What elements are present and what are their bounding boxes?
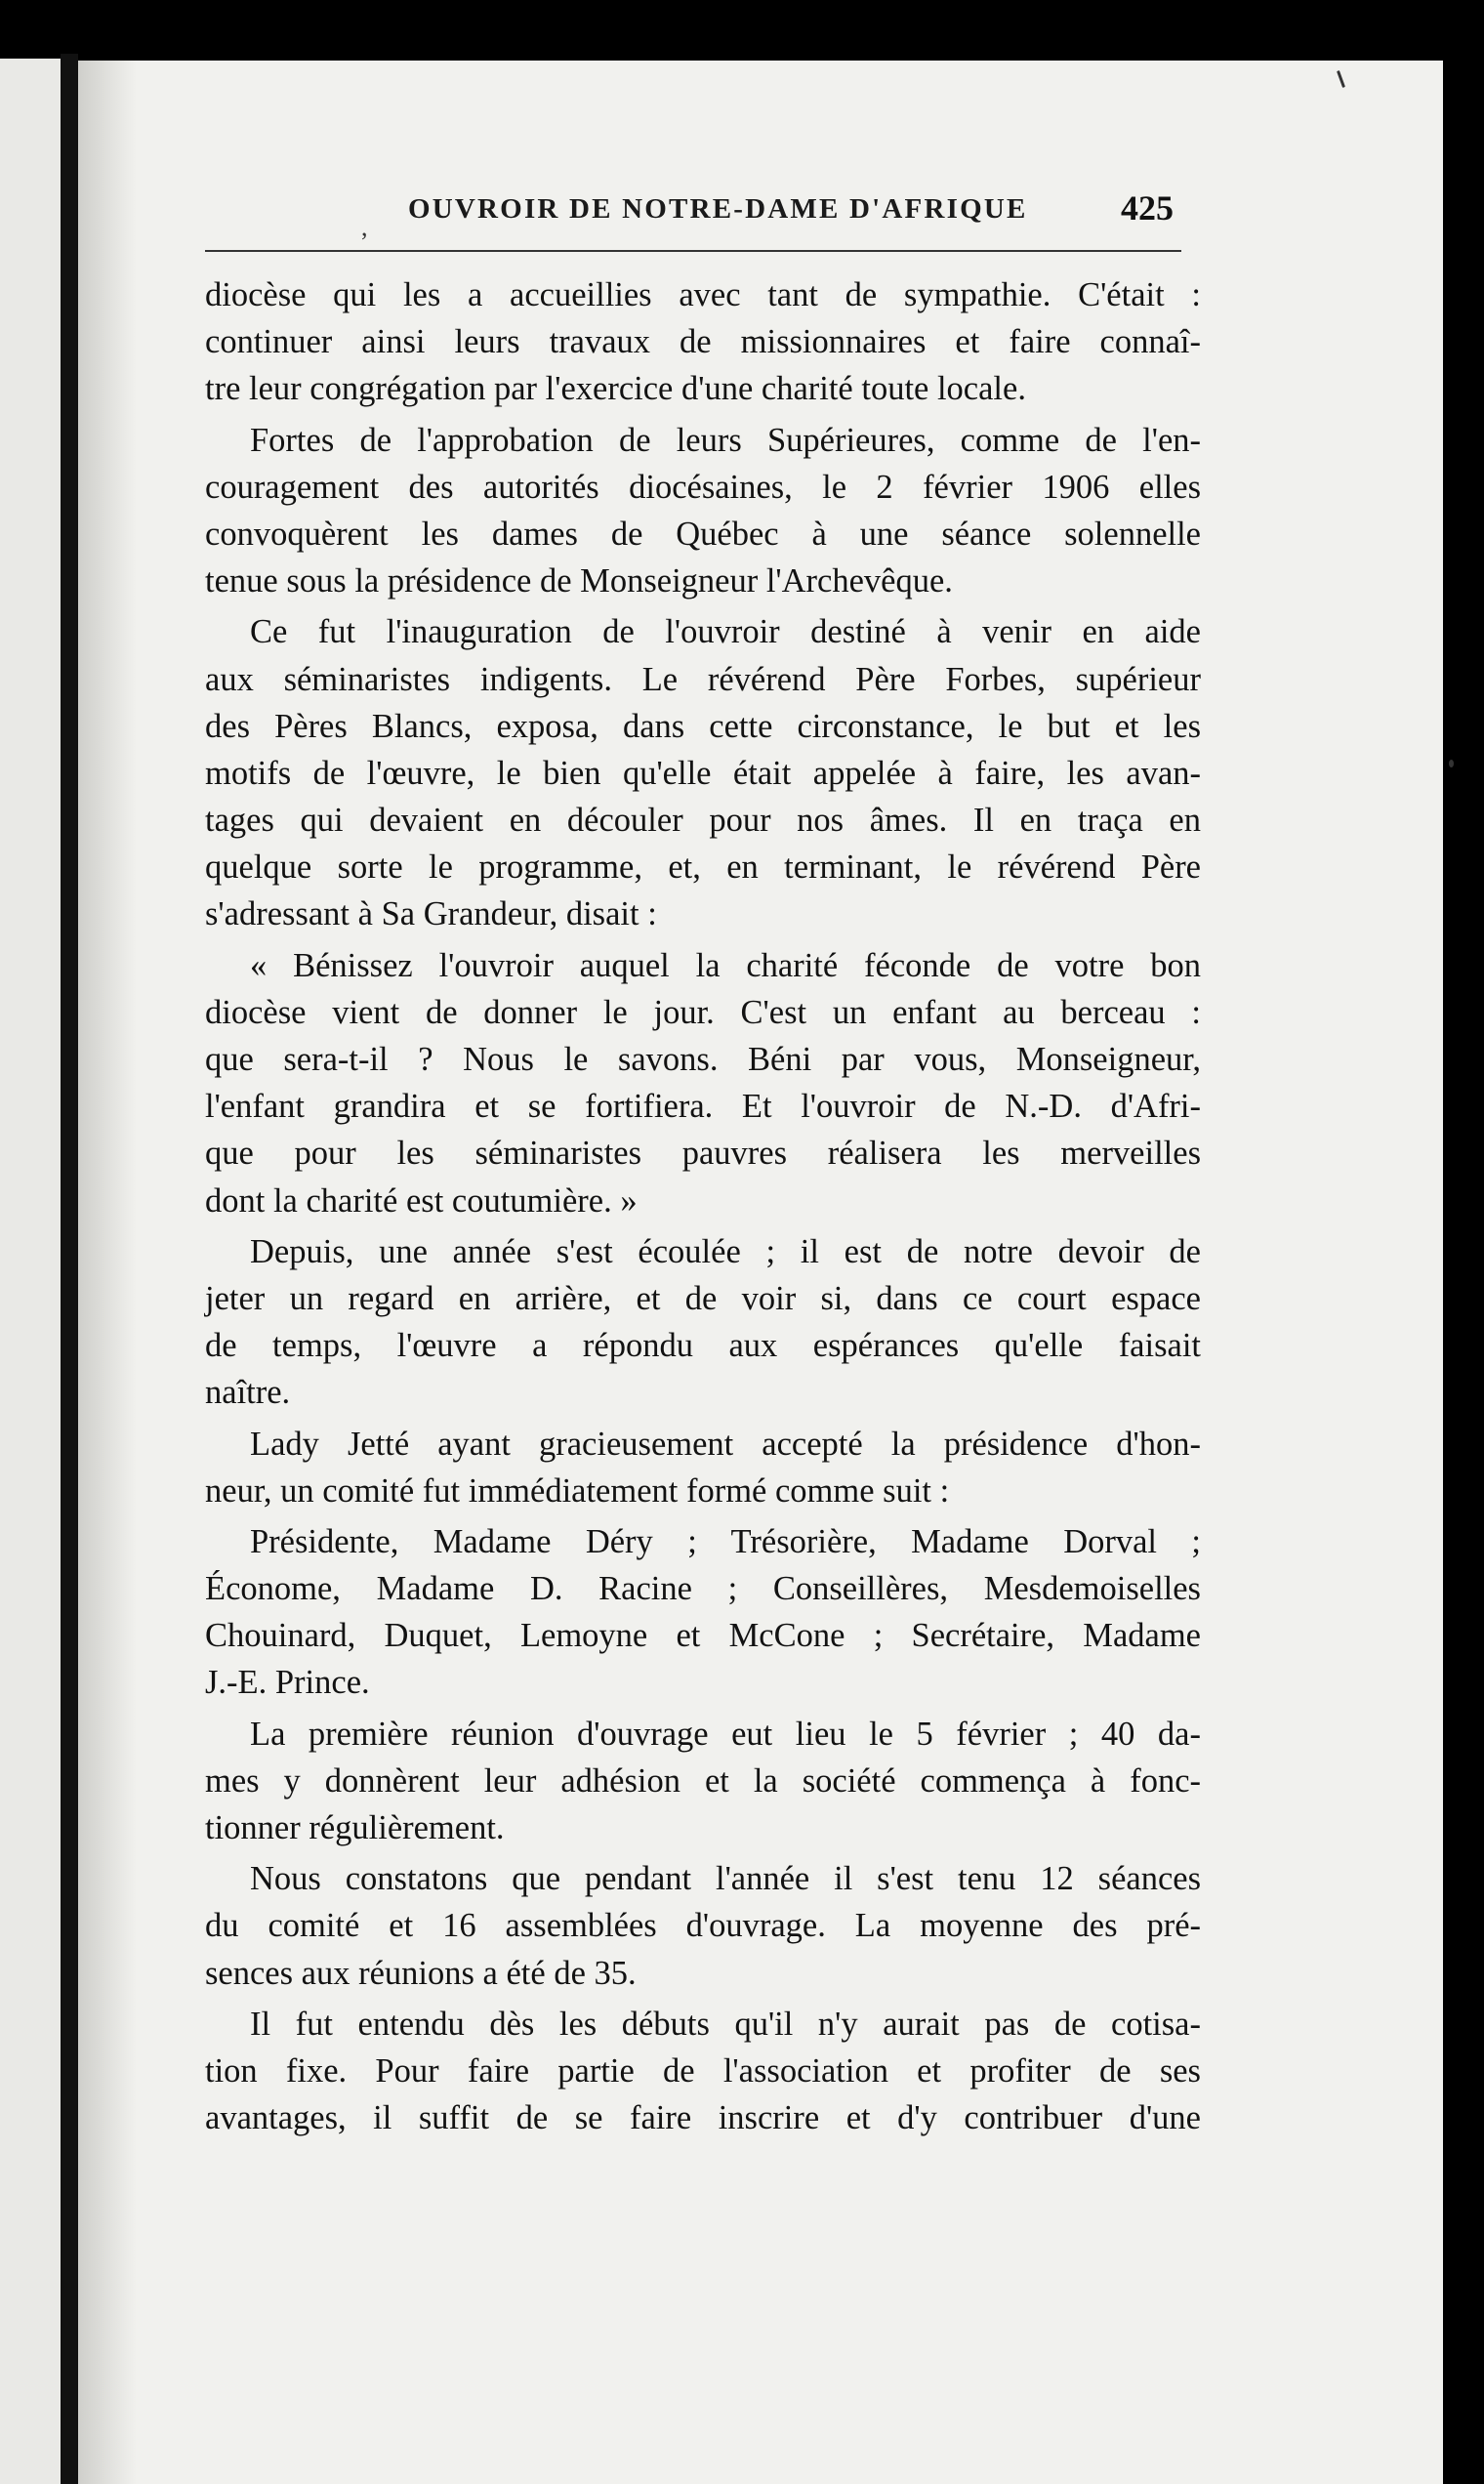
- text-line: Chouinard, Duquet, Lemoyne et McCone ; Secrétaire, Madame: [205, 1617, 1201, 1655]
- header-rule: [205, 250, 1181, 252]
- text-line: sences aux réunions a été de 35.: [205, 1954, 637, 1992]
- text-line: Fortes de l'approbation de leurs Supérieures, comme de l'en-: [250, 421, 1201, 459]
- paragraph: [205, 1228, 1201, 1417]
- text-line: continuer ainsi leurs travaux de missionnaires et faire connaî-: [205, 323, 1201, 361]
- text-line: quelque sorte le programme, et, en terminant, le révérend Père: [205, 849, 1201, 887]
- text-line: J.-E. Prince.: [205, 1664, 370, 1702]
- ink-speck: [1449, 760, 1454, 767]
- text-line: neur, un comité fut immédiatement formé comme suit :: [205, 1471, 950, 1510]
- text-line: que sera-t-il ? Nous le savons. Béni par vous, Monseigneur,: [205, 1041, 1201, 1078]
- paragraph: [205, 1855, 1201, 1997]
- text-line: que pour les séminaristes pauvres réalisera les merveilles: [205, 1135, 1201, 1173]
- running-header: [0, 188, 1484, 252]
- committee-paragraph: [205, 1518, 1201, 1707]
- text-line: naître.: [205, 1374, 291, 1412]
- text-line: jeter un regard en arrière, et de voir si, dans ce court espace: [205, 1279, 1201, 1317]
- text-line: avantages, il suffit de se faire inscrire et d'y contribuer d'une: [205, 2099, 1201, 2137]
- paragraph: [205, 271, 1201, 413]
- text-line: convoquèrent les dames de Québec à une séance solennelle: [205, 515, 1201, 553]
- text-line: tion fixe. Pour faire partie de l'association et profiter de ses: [205, 2051, 1201, 2090]
- running-title: OUVROIR DE NOTRE-DAME D'AFRIQUE: [408, 193, 1028, 225]
- text-line: mes y donnèrent leur adhésion et la société commença à fonc-: [205, 1761, 1201, 1800]
- text-line: Lady Jetté ayant gracieusement accepté la présidence d'hon-: [250, 1425, 1201, 1463]
- text-line: tre leur congrégation par l'exercice d'une charité toute locale.: [205, 370, 1026, 408]
- paragraph: [205, 1421, 1201, 1514]
- text-line: « Bénissez l'ouvroir auquel la charité féconde de votre bon: [250, 946, 1201, 984]
- text-line: l'enfant grandira et se fortifiera. Et l'ouvroir de N.-D. d'Afri-: [205, 1088, 1201, 1126]
- text-line: Nous constatons que pendant l'année il s'est tenu 12 séances: [250, 1860, 1201, 1898]
- text-line: Présidente, Madame Déry ; Trésorière, Madame Dorval ;: [250, 1522, 1201, 1560]
- text-line: s'adressant à Sa Grandeur, disait :: [205, 895, 657, 933]
- paragraph: [205, 2001, 1201, 2142]
- paragraph: [205, 417, 1201, 605]
- text-line: Économe, Madame D. Racine ; Conseillères, Mesdemoiselles: [205, 1570, 1201, 1608]
- text-line: diocèse qui les a accueillies avec tant de sympathie. C'était :: [205, 276, 1201, 313]
- text-line: de temps, l'œuvre a répondu aux espérances qu'elle faisait: [205, 1327, 1201, 1365]
- text-line: tionner régulièrement.: [205, 1809, 505, 1846]
- text-line: dont la charité est coutumière. »: [205, 1181, 638, 1220]
- text-line: Depuis, une année s'est écoulée ; il est de notre devoir de: [250, 1232, 1201, 1270]
- text-line: du comité et 16 assemblées d'ouvrage. La moyenne des pré-: [205, 1907, 1201, 1945]
- quotation-paragraph: [205, 942, 1201, 1224]
- text-line: tenue sous la présidence de Monseigneur l'Archevêque.: [205, 562, 953, 600]
- text-line: Ce fut l'inauguration de l'ouvroir destiné à venir en aide: [250, 613, 1201, 651]
- text-line: des Pères Blancs, exposa, dans cette circonstance, le but et les: [205, 707, 1201, 745]
- text-line: diocèse vient de donner le jour. C'est un enfant au berceau :: [205, 993, 1201, 1031]
- text-line: motifs de l'œuvre, le bien qu'elle était appelée à faire, les avan-: [205, 754, 1201, 792]
- text-line: couragement des autorités diocésaines, le 2 février 1906 elles: [205, 468, 1201, 506]
- header-mark: ,: [361, 213, 368, 241]
- page-curl-shadow: [78, 61, 137, 2484]
- paragraph: [205, 1711, 1201, 1852]
- paragraph: [205, 608, 1201, 937]
- text-line: aux séminaristes indigents. Le révérend Père Forbes, supérieur: [205, 660, 1201, 698]
- right-margin-shadow: [1443, 61, 1484, 2484]
- text-line: La première réunion d'ouvrage eut lieu le 5 février ; 40 da-: [250, 1715, 1201, 1753]
- book-gutter: [61, 54, 78, 2484]
- text-line: Il fut entendu dès les débuts qu'il n'y aurait pas de cotisa-: [250, 2005, 1201, 2043]
- facing-page-edge: [0, 59, 61, 2484]
- body-text: [205, 271, 1201, 2145]
- page-number: 425: [1121, 188, 1174, 228]
- text-line: tages qui devaient en découler pour nos âmes. Il en traça en: [205, 802, 1201, 840]
